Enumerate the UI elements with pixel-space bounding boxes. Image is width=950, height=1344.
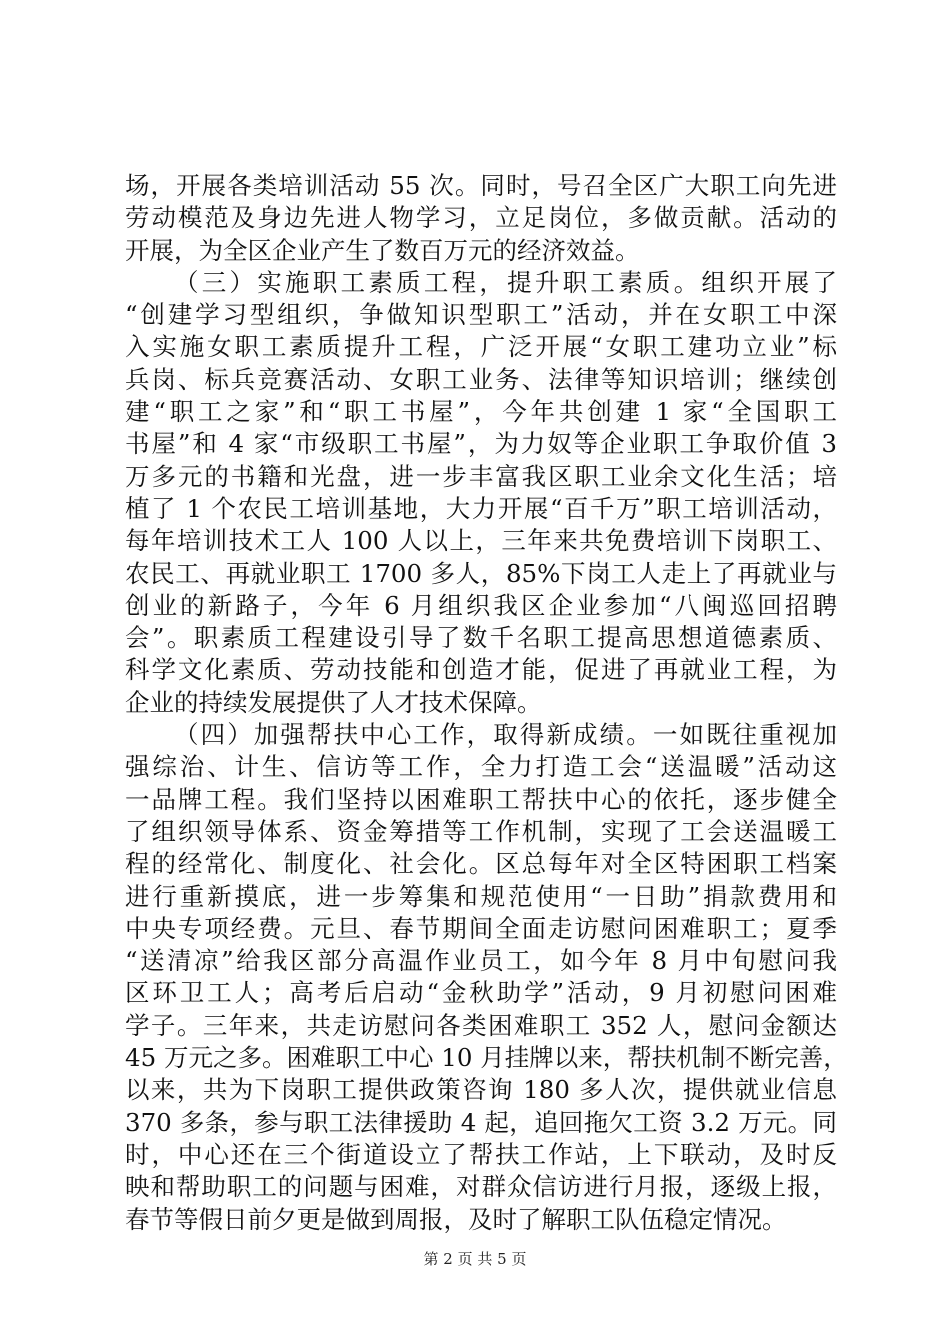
text-line: 场，开展各类培训活动 55 次。同时，号召全区广大职工向先进 bbox=[125, 171, 837, 200]
text-line: 45 万元之多。困难职工中心 10 月挂牌以来，帮扶机制不断完善， bbox=[125, 1043, 848, 1073]
text-line: 劳动模范及身边先进人物学习，立足岗位，多做贡献。活动的 bbox=[125, 203, 837, 233]
text-line: 程的经常化、制度化、社会化。区总每年对全区特困职工档案 bbox=[125, 849, 837, 879]
text-line: “创建学习型组织，争做知识型职工”活动，并在女职工中深 bbox=[125, 300, 837, 330]
text-line: 书屋”和 4 家“市级职工书屋”，为力奴等企业职工争取价值 3 bbox=[125, 429, 837, 459]
text-line: 区环卫工人；高考后启动“金秋助学”活动，9 月初慰问困难 bbox=[125, 978, 837, 1008]
document-body bbox=[125, 170, 848, 1236]
text-line: 学子。三年来，共走访慰问各类困难职工 352 人，慰问金额达 bbox=[125, 1010, 837, 1040]
text-line: 企业的持续发展提供了人才技术保障。 bbox=[125, 687, 542, 717]
text-line: 万多元的书籍和光盘，进一步丰富我区职工业余文化生活；培 bbox=[125, 461, 837, 491]
text-line: 了组织领导体系、资金筹措等工作机制，实现了工会送温暖工 bbox=[125, 816, 837, 846]
page-number-footer: 第 2 页 共 5 页 bbox=[423, 1250, 527, 1268]
text-line: 兵岗、标兵竞赛活动、女职工业务、法律等知识培训；继续创 bbox=[125, 364, 837, 394]
text-line: 映和帮助职工的问题与困难，对群众信访进行月报，逐级上报， bbox=[125, 1172, 837, 1202]
text-line: 创业的新路子，今年 6 月组织我区企业参加“八闽巡回招聘 bbox=[125, 590, 837, 620]
text-line: 强综治、计生、信访等工作，全力打造工会“送温暖”活动这 bbox=[125, 752, 837, 782]
text-line: “送清凉”给我区部分高温作业员工，如今年 8 月中旬慰问我 bbox=[125, 946, 837, 976]
text-line: 时，中心还在三个街道设立了帮扶工作站，上下联动，及时反 bbox=[125, 1139, 837, 1169]
text-line: 入实施女职工素质提升工程，广泛开展“女职工建功立业”标 bbox=[125, 332, 837, 362]
paragraph-heading-line: （四）加强帮扶中心工作，取得新成绩。一如既往重视加 bbox=[174, 720, 837, 750]
text-line: 370 多条，参与职工法律援助 4 起，追回拖欠工资 3.2 万元。同 bbox=[125, 1107, 837, 1137]
text-line: 以来，共为下岗职工提供政策咨询 180 多人次，提供就业信息 bbox=[125, 1075, 837, 1105]
text-line: 科学文化素质、劳动技能和创造才能，促进了再就业工程，为 bbox=[125, 655, 837, 685]
text-line: 建“职工之家”和“职工书屋”，今年共创建 1 家“全国职工 bbox=[125, 397, 837, 427]
text-line: 中央专项经费。元旦、春节期间全面走访慰问困难职工；夏季 bbox=[125, 913, 837, 943]
text-line: 植了 1 个农民工培训基地，大力开展“百千万”职工培训活动， bbox=[125, 493, 837, 523]
text-line: 一品牌工程。我们坚持以困难职工帮扶中心的依托，逐步健全 bbox=[125, 784, 837, 814]
text-line: 开展，为全区企业产生了数百万元的经济效益。 bbox=[125, 235, 640, 265]
paragraph-heading-line: （三）实施职工素质工程，提升职工素质。组织开展了 bbox=[174, 267, 837, 297]
text-line: 农民工、再就业职工 1700 多人，85%下岗工人走上了再就业与 bbox=[125, 558, 837, 588]
text-line: 会”。职素质工程建设引导了数千名职工提高思想道德素质、 bbox=[125, 623, 837, 653]
text-line: 进行重新摸底，进一步筹集和规范使用“一日助”捐款费用和 bbox=[125, 881, 837, 911]
text-line: 春节等假日前夕更是做到周报，及时了解职工队伍稳定情况。 bbox=[125, 1204, 787, 1234]
text-line: 每年培训技术工人 100 人以上，三年来共免费培训下岗职工、 bbox=[125, 526, 837, 556]
